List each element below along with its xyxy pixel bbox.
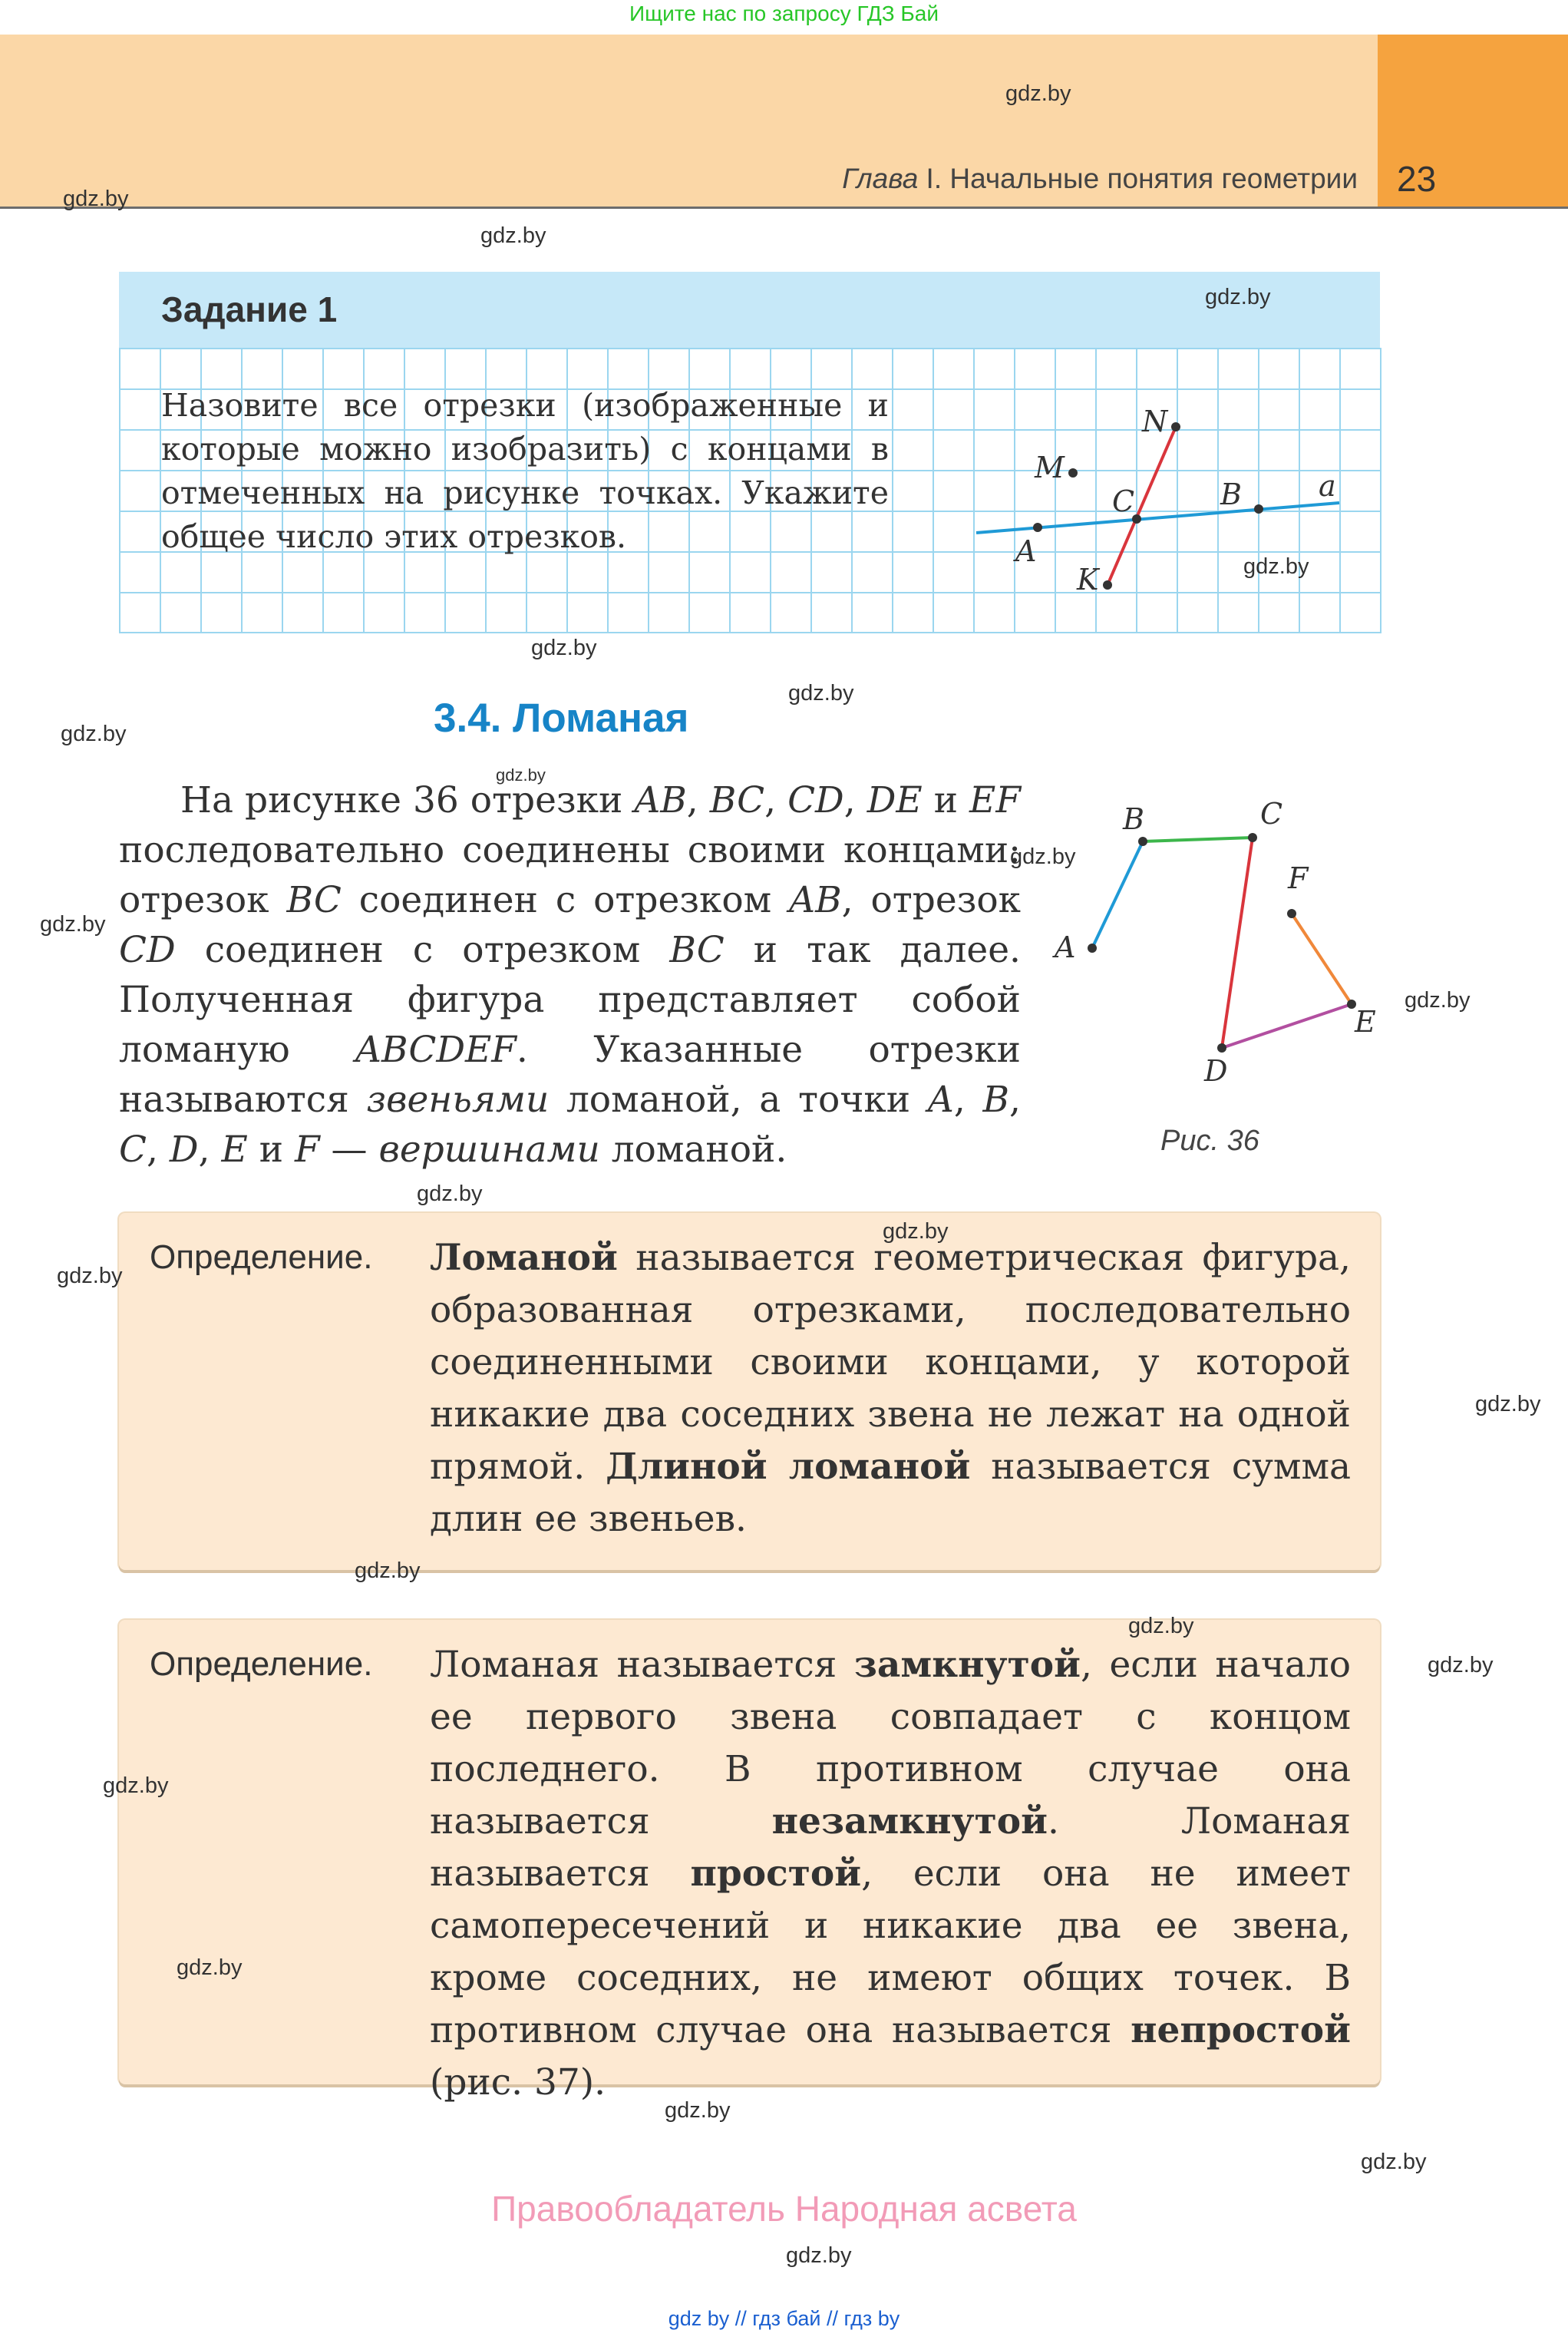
- figure-36-polyline: [1044, 791, 1412, 1098]
- task-text: Назовите все отрезки (изображенные и которые можно изобразить) с концами в отмеченных на рисунке точках. Укажите общее число этих отрезков.: [161, 387, 889, 555]
- watermark: gdz.by: [788, 681, 854, 706]
- top-promo-link[interactable]: Ищите нас по запросу ГДЗ Бай: [629, 2, 939, 25]
- figure-36-caption: Рис. 36: [1160, 1125, 1259, 1157]
- vertex-F: [1287, 909, 1296, 918]
- definition-label: Определение.: [150, 1238, 373, 1276]
- label-B: B: [1220, 478, 1242, 511]
- definition-box-1: [119, 1213, 1380, 1570]
- link-CD: [1222, 838, 1253, 1048]
- watermark: gdz.by: [883, 1219, 949, 1244]
- watermark: gdz.by: [1205, 285, 1271, 309]
- vertex-label-E: E: [1355, 1005, 1376, 1039]
- watermark: gdz.by: [1475, 1392, 1541, 1416]
- watermark: gdz.by: [1128, 1614, 1194, 1638]
- label-A: A: [1015, 534, 1037, 568]
- vertex-A: [1088, 944, 1097, 953]
- watermark: gdz.by: [1005, 81, 1071, 106]
- watermark: gdz.by: [355, 1558, 421, 1583]
- watermark: gdz.by: [417, 1182, 483, 1206]
- vertex-label-D: D: [1204, 1054, 1228, 1088]
- line-a: [976, 503, 1339, 533]
- watermark: gdz.by: [63, 187, 129, 211]
- link-EF: [1292, 914, 1352, 1004]
- header-rule: [0, 207, 1568, 209]
- task-figure: [952, 384, 1366, 614]
- point-A: [1033, 523, 1042, 532]
- watermark: gdz.by: [57, 1264, 123, 1288]
- task-header: [119, 272, 1380, 348]
- paragraph-text: На рисунке 36 отрезки AB, BC, CD, DE и EF последовательно соединены своими концами: отрезок BC соединен с отрезком AB, отрезок CD соединен с отрезком BC и так далее. Полученная фигура представляет собой ломаную ABCDEF. Указанные отрезки называются звеньями ломаной, а точки A, B, C, D, E и F — вершинами ломаной.: [119, 779, 1022, 1171]
- vertex-D: [1217, 1043, 1226, 1053]
- link-AB: [1092, 841, 1143, 948]
- link-DE: [1222, 1004, 1352, 1048]
- point-N: [1171, 422, 1180, 431]
- section-title: 3.4. Ломаная: [434, 696, 689, 741]
- point-B: [1254, 504, 1263, 514]
- watermark: gdz.by: [1243, 554, 1309, 579]
- chapter-title: [842, 163, 1358, 195]
- point-K: [1103, 580, 1112, 590]
- vertex-label-B: B: [1123, 802, 1144, 836]
- watermark: gdz.by: [103, 1773, 169, 1798]
- watermark: gdz.by: [786, 2243, 852, 2268]
- page-number: 23: [1397, 159, 1437, 199]
- watermark: gdz.by: [40, 912, 106, 937]
- footer-links[interactable]: gdz by // гдз бай // гдз by: [668, 2307, 900, 2330]
- chapter-label: Глава: [842, 163, 919, 194]
- vertex-B: [1138, 837, 1147, 846]
- watermark: gdz.by: [480, 223, 546, 248]
- vertex-label-A: A: [1055, 930, 1076, 964]
- definition-text: Ломаная называется замкнутой, если начало ее первого звена совпадает с концом последнего. В противном случае она называется незамкнутой. Ломаная называется простой, если она не имеет самопересечений и никакие два ее звена, кроме соседних, не имеют общих точек. В противном случае она называется непростой (рис. 37).: [430, 1644, 1351, 2104]
- watermark: gdz.by: [531, 636, 597, 660]
- watermark: gdz.by: [177, 1955, 243, 1980]
- label-C: C: [1112, 484, 1135, 518]
- vertex-label-C: C: [1260, 797, 1283, 831]
- chapter-name: I. Начальные понятия геометрии: [918, 163, 1358, 194]
- label-M: M: [1035, 451, 1065, 484]
- vertex-C: [1248, 833, 1257, 842]
- watermark: gdz.by: [1405, 988, 1471, 1013]
- point-M: [1068, 468, 1078, 478]
- definition-box-2: [119, 1620, 1380, 2104]
- watermark: gdz.by: [1010, 844, 1076, 869]
- label-N: N: [1142, 405, 1168, 438]
- main-paragraph: [119, 775, 1021, 1175]
- label-K: K: [1077, 563, 1099, 597]
- definition-text: Ломаной называется геометрическая фигура, образованная отрезками, последовательно соединенными своими концами, у которой никакие два соседних звена не лежат на одной прямой. Длиной ломаной называется сумма длин ее звеньев.: [430, 1237, 1352, 1540]
- watermark: gdz.by: [61, 722, 127, 746]
- watermark: gdz.by: [1428, 1653, 1494, 1677]
- watermark: gdz.by: [665, 2098, 731, 2123]
- definition-label: Определение.: [150, 1645, 373, 1683]
- vertex-label-F: F: [1288, 861, 1309, 895]
- watermark: gdz.by: [1361, 2150, 1427, 2174]
- link-BC: [1143, 838, 1253, 841]
- watermark: gdz.by: [496, 765, 546, 785]
- copyright-notice: Правообладатель Народная асвета: [491, 2189, 1077, 2229]
- task-title: Задание 1: [161, 289, 338, 329]
- label-a: a: [1319, 469, 1336, 503]
